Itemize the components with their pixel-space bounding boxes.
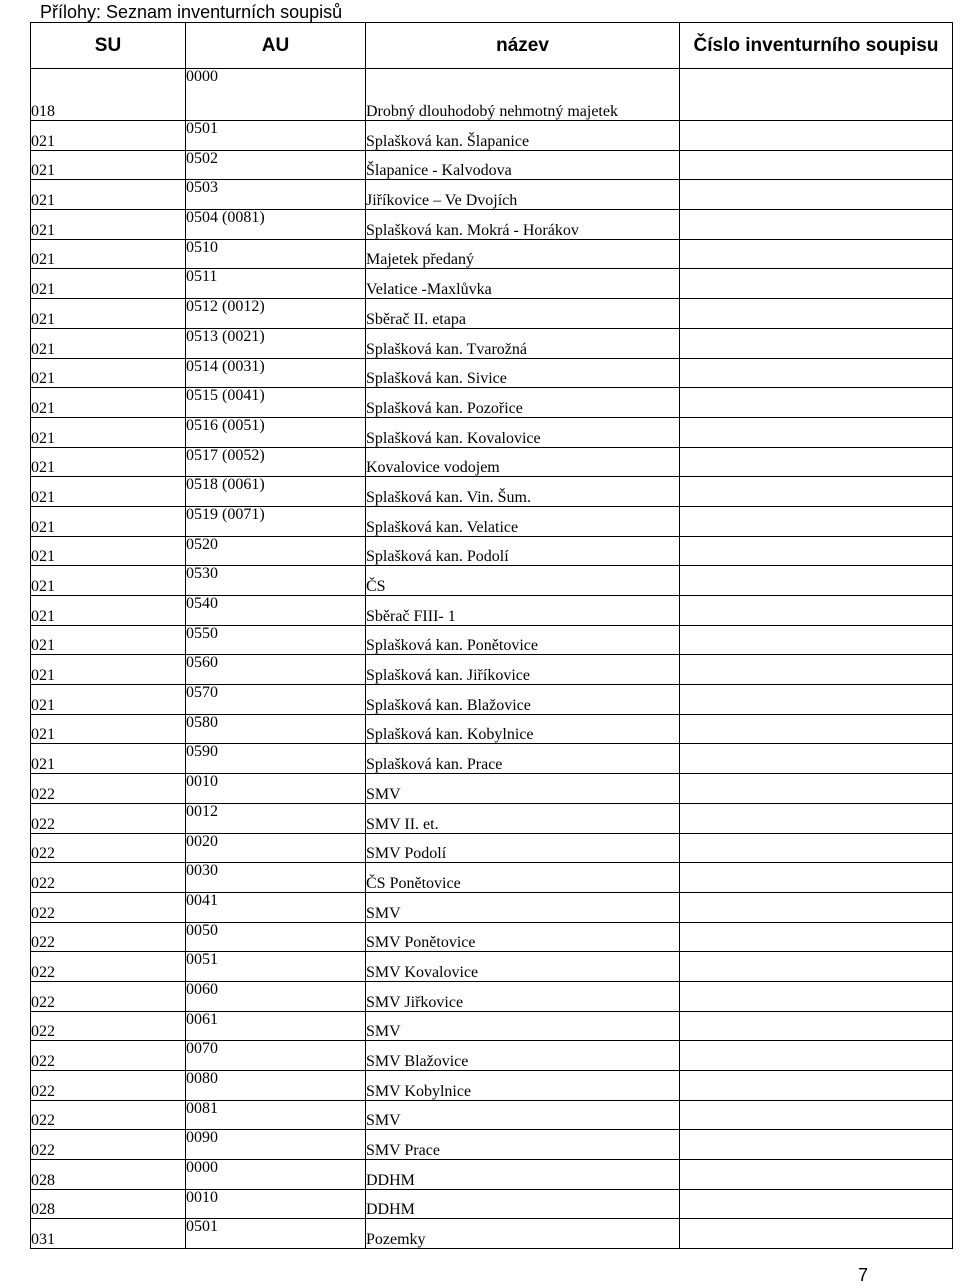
cell-au: 0030 <box>186 863 366 893</box>
cell-su: 022 <box>31 1011 186 1041</box>
cell-cislo <box>680 121 953 151</box>
cell-su: 021 <box>31 121 186 151</box>
cell-nazev: Šlapanice - Kalvodova <box>366 150 680 180</box>
cell-su: 021 <box>31 685 186 715</box>
table-row <box>31 685 953 715</box>
cell-au: 0550 <box>186 625 366 655</box>
cell-su: 021 <box>31 150 186 180</box>
cell-cislo <box>680 625 953 655</box>
table-row <box>31 892 953 922</box>
cell-nazev: SMV II. et. <box>366 803 680 833</box>
cell-au: 0504 (0081) <box>186 210 366 240</box>
cell-nazev: Splašková kan. Tvarožná <box>366 328 680 358</box>
table-row <box>31 1100 953 1130</box>
cell-su: 022 <box>31 863 186 893</box>
page-title: Přílohy: Seznam inventurních soupisů <box>40 2 343 22</box>
cell-nazev: SMV <box>366 1011 680 1041</box>
cell-nazev: SMV Ponětovice <box>366 922 680 952</box>
cell-au: 0513 (0021) <box>186 328 366 358</box>
table-row <box>31 150 953 180</box>
cell-su: 022 <box>31 833 186 863</box>
cell-cislo <box>680 981 953 1011</box>
cell-au: 0080 <box>186 1071 366 1101</box>
cell-nazev: Splašková kan. Sivice <box>366 358 680 388</box>
cell-cislo <box>680 69 953 121</box>
cell-nazev: SMV <box>366 1100 680 1130</box>
cell-au: 0090 <box>186 1130 366 1160</box>
cell-au: 0502 <box>186 150 366 180</box>
table-row <box>31 1041 953 1071</box>
cell-au: 0012 <box>186 803 366 833</box>
cell-su: 021 <box>31 210 186 240</box>
table-row <box>31 299 953 329</box>
table-row <box>31 863 953 893</box>
table-row <box>31 596 953 626</box>
table-row <box>31 69 953 121</box>
table-row <box>31 447 953 477</box>
table-row <box>31 210 953 240</box>
cell-cislo <box>680 803 953 833</box>
cell-cislo <box>680 150 953 180</box>
header-cislo: Číslo inventurního soupisu <box>680 23 953 69</box>
cell-nazev: SMV <box>366 892 680 922</box>
table-row <box>31 1011 953 1041</box>
cell-nazev: Splašková kan. Podolí <box>366 536 680 566</box>
cell-au: 0000 <box>186 69 366 121</box>
cell-cislo <box>680 1041 953 1071</box>
cell-au: 0081 <box>186 1100 366 1130</box>
header-au: AU <box>186 23 366 69</box>
cell-cislo <box>680 1130 953 1160</box>
cell-su: 022 <box>31 922 186 952</box>
cell-au: 0501 <box>186 1219 366 1249</box>
cell-nazev: Splašková kan. Ponětovice <box>366 625 680 655</box>
cell-au: 0051 <box>186 952 366 982</box>
cell-cislo <box>680 1011 953 1041</box>
cell-cislo <box>680 388 953 418</box>
cell-cislo <box>680 477 953 507</box>
cell-cislo <box>680 596 953 626</box>
cell-cislo <box>680 774 953 804</box>
table-row <box>31 803 953 833</box>
cell-su: 031 <box>31 1219 186 1249</box>
cell-au: 0517 (0052) <box>186 447 366 477</box>
cell-su: 021 <box>31 714 186 744</box>
cell-nazev: Sběrač II. etapa <box>366 299 680 329</box>
cell-cislo <box>680 536 953 566</box>
cell-nazev: SMV Kovalovice <box>366 952 680 982</box>
cell-nazev: Splašková kan. Kovalovice <box>366 417 680 447</box>
cell-nazev: Drobný dlouhodobý nehmotný majetek <box>366 69 680 121</box>
cell-nazev: DDHM <box>366 1189 680 1219</box>
cell-su: 022 <box>31 1130 186 1160</box>
cell-su: 021 <box>31 536 186 566</box>
cell-cislo <box>680 1189 953 1219</box>
cell-nazev: Majetek předaný <box>366 239 680 269</box>
cell-au: 0061 <box>186 1011 366 1041</box>
cell-su: 021 <box>31 744 186 774</box>
cell-au: 0580 <box>186 714 366 744</box>
cell-cislo <box>680 1100 953 1130</box>
table-row <box>31 625 953 655</box>
cell-su: 028 <box>31 1160 186 1190</box>
cell-cislo <box>680 447 953 477</box>
cell-nazev: Splašková kan. Kobylnice <box>366 714 680 744</box>
cell-au: 0501 <box>186 121 366 151</box>
cell-au: 0514 (0031) <box>186 358 366 388</box>
cell-su: 022 <box>31 774 186 804</box>
cell-nazev: SMV Blažovice <box>366 1041 680 1071</box>
cell-su: 021 <box>31 596 186 626</box>
cell-cislo <box>680 328 953 358</box>
cell-su: 022 <box>31 981 186 1011</box>
cell-nazev: SMV Podolí <box>366 833 680 863</box>
cell-au: 0070 <box>186 1041 366 1071</box>
cell-su: 022 <box>31 803 186 833</box>
cell-cislo <box>680 269 953 299</box>
table-row <box>31 358 953 388</box>
cell-cislo <box>680 358 953 388</box>
cell-au: 0050 <box>186 922 366 952</box>
table-row <box>31 180 953 210</box>
table-row <box>31 1130 953 1160</box>
cell-su: 021 <box>31 299 186 329</box>
cell-au: 0503 <box>186 180 366 210</box>
table-row <box>31 388 953 418</box>
cell-su: 021 <box>31 358 186 388</box>
cell-su: 021 <box>31 417 186 447</box>
cell-su: 021 <box>31 655 186 685</box>
cell-nazev: SMV <box>366 774 680 804</box>
cell-au: 0560 <box>186 655 366 685</box>
table-body <box>31 69 953 1249</box>
header-su: SU <box>31 23 186 69</box>
cell-nazev: Splašková kan. Jiříkovice <box>366 655 680 685</box>
cell-au: 0000 <box>186 1160 366 1190</box>
table-row <box>31 922 953 952</box>
cell-cislo <box>680 833 953 863</box>
cell-su: 022 <box>31 892 186 922</box>
table-row <box>31 714 953 744</box>
cell-cislo <box>680 714 953 744</box>
cell-au: 0010 <box>186 774 366 804</box>
cell-su: 021 <box>31 328 186 358</box>
cell-nazev: Velatice -Maxlůvka <box>366 269 680 299</box>
cell-nazev: Splašková kan. Šlapanice <box>366 121 680 151</box>
table-row <box>31 1219 953 1249</box>
cell-au: 0512 (0012) <box>186 299 366 329</box>
cell-cislo <box>680 1071 953 1101</box>
table-row <box>31 121 953 151</box>
table-row <box>31 536 953 566</box>
cell-su: 021 <box>31 180 186 210</box>
cell-nazev: Sběrač FIII- 1 <box>366 596 680 626</box>
cell-cislo <box>680 744 953 774</box>
cell-au: 0515 (0041) <box>186 388 366 418</box>
cell-nazev: Splašková kan. Velatice <box>366 506 680 536</box>
cell-nazev: SMV Jiřkovice <box>366 981 680 1011</box>
cell-cislo <box>680 1219 953 1249</box>
cell-su: 022 <box>31 952 186 982</box>
header-nazev: název <box>366 23 680 69</box>
cell-nazev: Splašková kan. Blažovice <box>366 685 680 715</box>
cell-cislo <box>680 210 953 240</box>
cell-cislo <box>680 506 953 536</box>
cell-nazev: Jiříkovice – Ve Dvojích <box>366 180 680 210</box>
cell-cislo <box>680 299 953 329</box>
cell-cislo <box>680 239 953 269</box>
cell-nazev: Splašková kan. Prace <box>366 744 680 774</box>
cell-nazev: Pozemky <box>366 1219 680 1249</box>
cell-au: 0519 (0071) <box>186 506 366 536</box>
cell-nazev: Splašková kan. Vin. Šum. <box>366 477 680 507</box>
cell-nazev: ČS Ponětovice <box>366 863 680 893</box>
cell-su: 021 <box>31 447 186 477</box>
cell-au: 0020 <box>186 833 366 863</box>
cell-nazev: SMV Kobylnice <box>366 1071 680 1101</box>
cell-nazev: Splašková kan. Mokrá - Horákov <box>366 210 680 240</box>
table-row <box>31 566 953 596</box>
table-row <box>31 952 953 982</box>
cell-su: 021 <box>31 506 186 536</box>
header-row <box>31 23 953 69</box>
cell-cislo <box>680 863 953 893</box>
table-row <box>31 981 953 1011</box>
cell-cislo <box>680 952 953 982</box>
page-number: 7 <box>857 1265 868 1285</box>
cell-nazev: Kovalovice vodojem <box>366 447 680 477</box>
cell-au: 0511 <box>186 269 366 299</box>
table-row <box>31 833 953 863</box>
cell-au: 0570 <box>186 685 366 715</box>
table-row <box>31 506 953 536</box>
cell-cislo <box>680 685 953 715</box>
table-row <box>31 744 953 774</box>
inventory-table <box>30 22 953 1249</box>
table-row <box>31 1071 953 1101</box>
cell-au: 0530 <box>186 566 366 596</box>
cell-cislo <box>680 566 953 596</box>
cell-au: 0060 <box>186 981 366 1011</box>
cell-su: 021 <box>31 239 186 269</box>
cell-au: 0518 (0061) <box>186 477 366 507</box>
table-row <box>31 655 953 685</box>
cell-au: 0540 <box>186 596 366 626</box>
table-row <box>31 1189 953 1219</box>
table-row <box>31 774 953 804</box>
table-row <box>31 477 953 507</box>
cell-su: 022 <box>31 1071 186 1101</box>
cell-nazev: Splašková kan. Pozořice <box>366 388 680 418</box>
cell-cislo <box>680 922 953 952</box>
cell-au: 0520 <box>186 536 366 566</box>
cell-au: 0516 (0051) <box>186 417 366 447</box>
cell-nazev: DDHM <box>366 1160 680 1190</box>
cell-su: 018 <box>31 69 186 121</box>
cell-su: 021 <box>31 566 186 596</box>
cell-nazev: ČS <box>366 566 680 596</box>
cell-cislo <box>680 180 953 210</box>
cell-cislo <box>680 655 953 685</box>
cell-au: 0510 <box>186 239 366 269</box>
cell-su: 021 <box>31 269 186 299</box>
cell-au: 0590 <box>186 744 366 774</box>
cell-au: 0041 <box>186 892 366 922</box>
cell-su: 021 <box>31 625 186 655</box>
cell-cislo <box>680 417 953 447</box>
cell-nazev: SMV Prace <box>366 1130 680 1160</box>
cell-su: 021 <box>31 388 186 418</box>
cell-au: 0010 <box>186 1189 366 1219</box>
cell-cislo <box>680 1160 953 1190</box>
cell-su: 022 <box>31 1100 186 1130</box>
table-row <box>31 328 953 358</box>
table-row <box>31 269 953 299</box>
cell-cislo <box>680 892 953 922</box>
table-row <box>31 1160 953 1190</box>
cell-su: 028 <box>31 1189 186 1219</box>
cell-su: 022 <box>31 1041 186 1071</box>
table-row <box>31 417 953 447</box>
table-row <box>31 239 953 269</box>
cell-su: 021 <box>31 477 186 507</box>
